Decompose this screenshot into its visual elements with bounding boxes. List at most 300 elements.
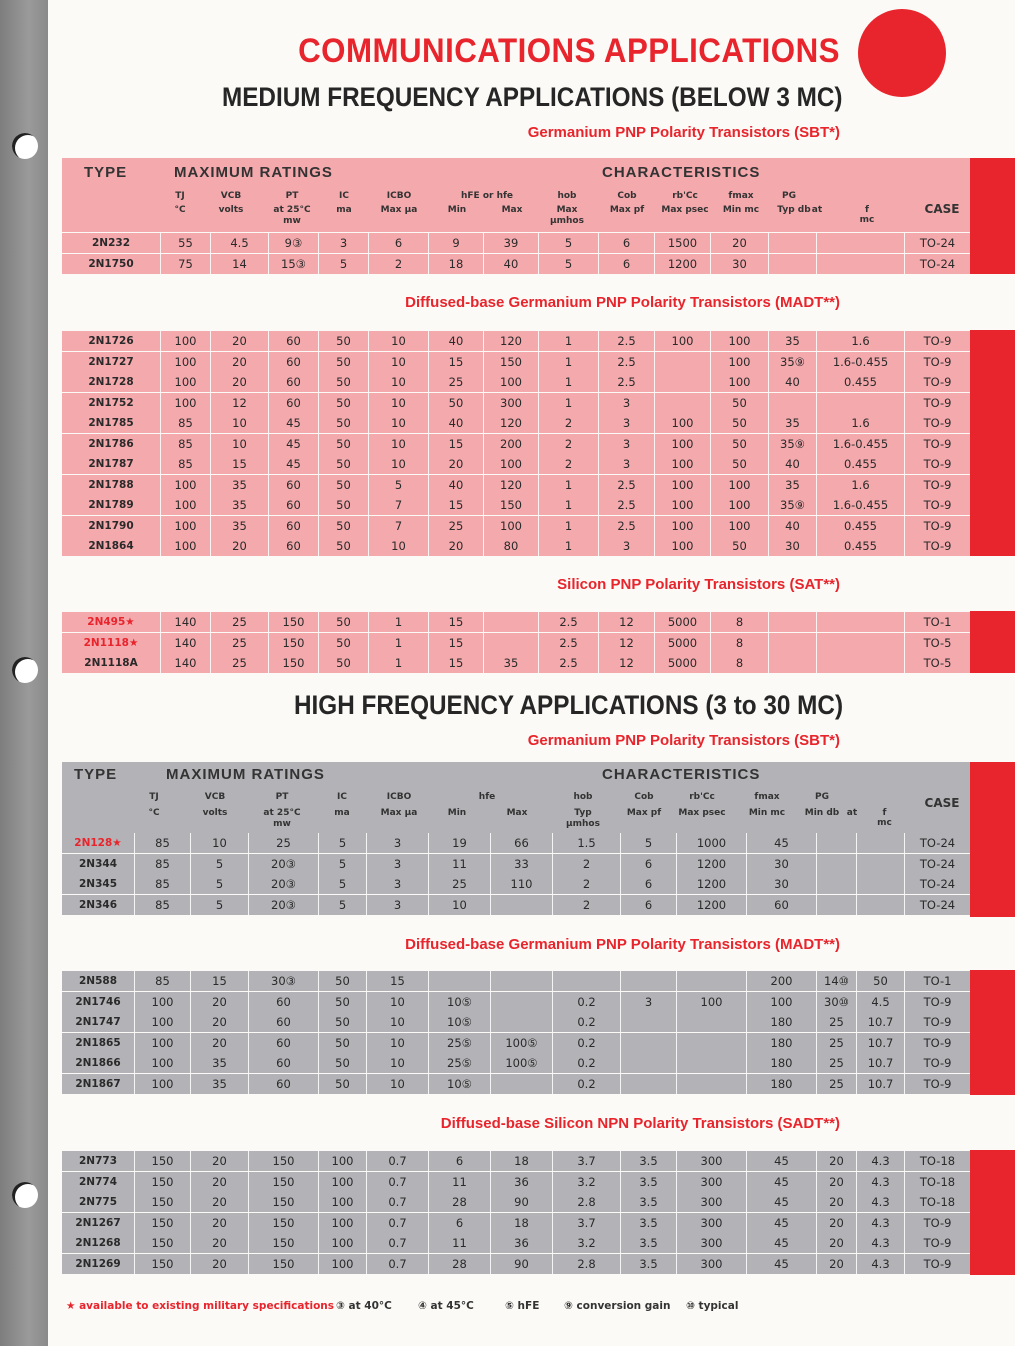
table-body: [62, 1151, 972, 1274]
table-cell: 40: [768, 454, 816, 474]
hdr-cob: Cob: [617, 191, 637, 201]
table-cell: 50: [856, 971, 904, 991]
table-cell: 3: [366, 874, 428, 894]
type-cell: 2N1118A: [84, 657, 138, 669]
hdr-fmax: fmax: [728, 191, 754, 201]
table-cell: 25: [210, 612, 268, 632]
table-cell: 25⑤: [428, 1033, 490, 1053]
table-row: [62, 233, 970, 254]
hdr-fmax-unit: Min mc: [722, 205, 760, 215]
table-cell: 1500: [654, 233, 710, 253]
table-cell: 0.455: [816, 536, 904, 556]
table-cell: 0.2: [552, 1033, 620, 1053]
table-cell: [676, 971, 746, 991]
table-cell: 10: [368, 536, 428, 556]
table-cell: 40: [483, 254, 538, 274]
table-cell: TO-9: [904, 1074, 970, 1094]
table-cell: 100: [654, 454, 710, 474]
hdr-case: CASE: [924, 796, 960, 810]
hdr-icbo: ICBO: [386, 191, 412, 201]
table-cell: TO-9: [904, 1233, 970, 1253]
hdr-rbcc: rb'Cc: [689, 792, 715, 802]
table-cell: 20: [210, 331, 268, 351]
table-cell: 100: [160, 372, 210, 392]
type-cell: 2N775: [78, 1196, 117, 1208]
type-cell: 2N1746: [75, 995, 121, 1008]
table-cell: 10: [366, 1053, 428, 1073]
table-cell: 10: [210, 413, 268, 433]
table-cell: [620, 1053, 676, 1073]
table-cell: 8: [710, 653, 768, 673]
table-cell: 150: [134, 1254, 190, 1274]
table-cell: 35⑨: [768, 495, 816, 515]
table-cell: TO-9: [904, 1053, 970, 1073]
table-cell: 60: [268, 516, 318, 536]
type-cell: 2N1750: [88, 257, 134, 270]
table-cell: [816, 895, 856, 915]
table-cell: 33: [490, 854, 552, 874]
table-cell: 20: [816, 1233, 856, 1253]
table-cell: 10: [366, 1033, 428, 1053]
table-cell: 6: [428, 1213, 490, 1233]
table-cell: 6: [598, 254, 654, 274]
table-cell: [620, 1074, 676, 1094]
table-cell: TO-9: [904, 413, 970, 433]
table-cell: 20: [190, 1172, 248, 1192]
table-cell: 36: [490, 1172, 552, 1192]
table-cell: 100: [134, 1012, 190, 1032]
table-cell: TO-24: [904, 874, 970, 894]
table-cell: 50: [318, 495, 368, 515]
table-cell: 9: [428, 233, 483, 253]
table-cell: 36: [490, 1233, 552, 1253]
table-cell: 60: [746, 895, 816, 915]
table-row: [62, 331, 970, 352]
table-cell: 14: [210, 254, 268, 274]
table-cell: 2.5: [598, 495, 654, 515]
table-cell: 25: [816, 1053, 856, 1073]
type-cell: 2N1788: [88, 478, 134, 491]
hdr-vcb: VCB: [204, 792, 226, 802]
table-cell: 5: [538, 254, 598, 274]
table-cell: 100⑤: [490, 1053, 552, 1073]
table-cell: 1: [538, 475, 598, 495]
table-cell: 4.3: [856, 1172, 904, 1192]
table-row: [62, 495, 970, 516]
table-cell: 150: [248, 1233, 318, 1253]
table-cell: 2.5: [598, 372, 654, 392]
table-cell: 50: [318, 331, 368, 351]
table-cell: 6: [620, 895, 676, 915]
table-cell: 45: [268, 413, 318, 433]
table-cell: 30: [768, 536, 816, 556]
table-cell: 4.3: [856, 1233, 904, 1253]
table-cell: [620, 1033, 676, 1053]
table-cell: 1: [368, 633, 428, 653]
table-cell: [768, 393, 816, 413]
table-cell: 50: [318, 1074, 366, 1094]
table-cell: 6: [368, 233, 428, 253]
table-cell: 100: [160, 475, 210, 495]
table-cell: 10: [368, 372, 428, 392]
hdr-hfe-min: Min: [447, 205, 467, 215]
page-title: COMMUNICATIONS APPLICATIONS: [298, 32, 840, 70]
table-cell: 20③: [248, 854, 318, 874]
table-cell: 60: [268, 495, 318, 515]
table-row: [62, 653, 970, 674]
table-cell: 6: [598, 233, 654, 253]
table-cell: 10: [368, 393, 428, 413]
table-cell: [768, 233, 816, 253]
table-cell: 100⑤: [490, 1033, 552, 1053]
table-row: [62, 1213, 970, 1234]
table-cell: 150: [248, 1192, 318, 1212]
table-cell: 39: [483, 233, 538, 253]
table-cell: 100: [710, 516, 768, 536]
table-cell: 75: [160, 254, 210, 274]
table-cell: 10.7: [856, 1033, 904, 1053]
hdr-ic-unit: ma: [334, 808, 350, 818]
table-cell: 15: [210, 454, 268, 474]
table-row: [62, 1172, 970, 1193]
table-cell: 0.2: [552, 1053, 620, 1073]
table-cell: 10.7: [856, 1074, 904, 1094]
table-cell: 20: [816, 1172, 856, 1192]
table-cell: 15: [428, 612, 483, 632]
table-cell: 85: [134, 833, 190, 853]
table-cell: 5: [318, 854, 366, 874]
table-cell: TO-9: [904, 516, 970, 536]
table-cell: 80: [483, 536, 538, 556]
hdr-vcb: VCB: [220, 191, 242, 201]
table-cell: 2: [552, 895, 620, 915]
table-cell: 100: [483, 454, 538, 474]
table-cell: 100: [483, 372, 538, 392]
hdr-pt-unit: at 25°C mw: [263, 808, 301, 829]
table-cell: 35⑨: [768, 352, 816, 372]
table-cell: 6: [620, 874, 676, 894]
type-cell: 2N128★: [74, 837, 122, 849]
table-cell: [654, 372, 710, 392]
hdr-at: at: [846, 808, 858, 818]
table-cell: 15: [428, 352, 483, 372]
table-cell: 12: [598, 653, 654, 673]
table-cell: 10: [366, 992, 428, 1012]
table-cell: [483, 612, 538, 632]
table-cell: 18: [428, 254, 483, 274]
table-body: [62, 233, 972, 274]
subhead: Germanium PNP Polarity Transistors (SBT*): [527, 732, 840, 749]
table-cell: 35: [210, 495, 268, 515]
table-cell: TO-9: [904, 454, 970, 474]
table-cell: 100: [318, 1192, 366, 1212]
table-cell: 0.455: [816, 454, 904, 474]
table-cell: 0.7: [366, 1254, 428, 1274]
table-cell: 35: [190, 1074, 248, 1094]
table-cell: 110: [490, 874, 552, 894]
type-cell: 2N1118★: [83, 636, 139, 649]
header-characteristics: CHARACTERISTICS: [602, 766, 761, 783]
table-cell: 45: [746, 1254, 816, 1274]
table-cell: [816, 233, 904, 253]
table-row: [62, 1254, 970, 1275]
table-cell: 1.6: [816, 475, 904, 495]
section-heading-high: HIGH FREQUENCY APPLICATIONS (3 to 30 MC): [293, 690, 843, 720]
table-cell: 5: [190, 874, 248, 894]
table-cell: TO-24: [904, 233, 970, 253]
table-cell: 15③: [268, 254, 318, 274]
hdr-tj: TJ: [175, 191, 185, 201]
table-cell: 150: [134, 1233, 190, 1253]
table-cell: 19: [428, 833, 490, 853]
table-cell: 5000: [654, 653, 710, 673]
table-cell: 85: [134, 895, 190, 915]
table-cell: 1.6: [816, 331, 904, 351]
table-cell: 20: [816, 1213, 856, 1233]
side-band: [970, 762, 1015, 917]
table-cell: 3: [366, 833, 428, 853]
table-cell: 40: [428, 475, 483, 495]
table-cell: 5: [318, 254, 368, 274]
table-cell: 12: [210, 393, 268, 413]
table-cell: 0.2: [552, 1074, 620, 1094]
table-cell: 85: [160, 434, 210, 454]
table-cell: 50: [710, 413, 768, 433]
table-cell: 100: [134, 992, 190, 1012]
table-cell: 0.2: [552, 1012, 620, 1032]
table-cell: [816, 393, 904, 413]
table-cell: 150: [268, 653, 318, 673]
table-cell: 100: [160, 536, 210, 556]
table-row: [62, 971, 970, 992]
table-cell: 100: [318, 1172, 366, 1192]
table-row: [62, 1074, 970, 1095]
table-cell: 140: [160, 633, 210, 653]
table-cell: 2: [538, 413, 598, 433]
table-cell: 90: [490, 1254, 552, 1274]
table-cell: 200: [483, 434, 538, 454]
table-cell: 1200: [654, 254, 710, 274]
table-cell: 1: [538, 352, 598, 372]
table-cell: 60: [268, 352, 318, 372]
header-type: TYPE: [84, 164, 128, 181]
table-cell: 140: [160, 653, 210, 673]
table-cell: 18: [490, 1213, 552, 1233]
table-row: [62, 612, 970, 633]
table-cell: 35: [768, 413, 816, 433]
table-cell: 100: [710, 475, 768, 495]
punch-hole: [12, 657, 38, 683]
punch-hole: [12, 1182, 38, 1208]
table-cell: 25: [428, 874, 490, 894]
table-cell: 30: [746, 854, 816, 874]
table-cell: 150: [134, 1192, 190, 1212]
red-dot-decoration: [858, 9, 946, 97]
table-cell: [676, 1033, 746, 1053]
hdr-hfe-max: Max: [501, 205, 523, 215]
hdr-pg: PG: [782, 191, 796, 201]
table-cell: 10: [190, 833, 248, 853]
table-cell: 300: [676, 1151, 746, 1171]
table-cell: 140: [160, 612, 210, 632]
hdr-hob-unit: Max μmhos: [550, 205, 584, 226]
table-cell: 3: [318, 233, 368, 253]
hdr-cob-unit: Max pf: [609, 205, 645, 215]
table-row: [62, 1233, 970, 1254]
hdr-at: at: [811, 205, 823, 215]
table-cell: TO-9: [904, 992, 970, 1012]
table-cell: 3: [598, 536, 654, 556]
hdr-icbo: ICBO: [386, 792, 412, 802]
table-cell: TO-9: [904, 352, 970, 372]
table-cell: 8: [710, 633, 768, 653]
table-cell: 180: [746, 1033, 816, 1053]
hdr-hob-unit: Typ μmhos: [566, 808, 600, 829]
table-cell: 10: [368, 331, 428, 351]
table-cell: 15: [428, 633, 483, 653]
table-cell: 15: [428, 495, 483, 515]
table-cell: 85: [134, 971, 190, 991]
hdr-hfe-min: Min: [447, 808, 467, 818]
hdr-vcb-unit: volts: [218, 205, 244, 215]
footnote-40c: ③ at 40°C: [336, 1300, 392, 1312]
table-cell: 60: [248, 1074, 318, 1094]
table-cell: 50: [710, 536, 768, 556]
header-max-ratings: MAXIMUM RATINGS: [174, 164, 333, 181]
table-cell: [483, 633, 538, 653]
table-cell: 28: [428, 1192, 490, 1212]
hdr-icbo-unit: Max μa: [380, 205, 418, 215]
type-cell: 2N345: [78, 878, 117, 890]
table-cell: 60: [248, 1033, 318, 1053]
table-cell: 300: [676, 1254, 746, 1274]
table-cell: 150: [248, 1151, 318, 1171]
table-cell: 15: [190, 971, 248, 991]
hdr-cob-unit: Max pf: [626, 808, 662, 818]
table-cell: 5: [190, 895, 248, 915]
table-cell: 3.5: [620, 1151, 676, 1171]
table-cell: 40: [428, 331, 483, 351]
table-cell: 35⑨: [768, 434, 816, 454]
table-cell: 100: [134, 1074, 190, 1094]
table-cell: 2.5: [598, 475, 654, 495]
table-cell: 45: [746, 833, 816, 853]
type-cell: 2N495★: [87, 616, 135, 628]
table-cell: 30: [746, 874, 816, 894]
hdr-hob: hob: [573, 792, 593, 802]
type-cell: 2N1752: [88, 396, 134, 409]
table-row: [62, 1053, 970, 1074]
table-cell: 20: [816, 1254, 856, 1274]
table-row: [62, 633, 970, 654]
table-cell: 20: [190, 1233, 248, 1253]
hdr-f-unit: mc: [877, 818, 892, 828]
hdr-icbo-unit: Max μa: [380, 808, 418, 818]
table-cell: 50: [428, 393, 483, 413]
table-cell: TO-9: [904, 1012, 970, 1032]
table-cell: [816, 833, 856, 853]
table-cell: 3.5: [620, 1192, 676, 1212]
header-characteristics: CHARACTERISTICS: [602, 164, 761, 181]
table-cell: 1: [538, 516, 598, 536]
table-cell: 10.7: [856, 1012, 904, 1032]
table-cell: 50: [318, 434, 368, 454]
table-cell: 15: [366, 971, 428, 991]
table-cell: 6: [428, 1151, 490, 1171]
footnote-military: ★ available to existing military specifications: [66, 1300, 335, 1312]
table-cell: 150: [268, 633, 318, 653]
hdr-tj-unit: °C: [148, 808, 160, 818]
table-cell: 40: [768, 516, 816, 536]
table-cell: [490, 971, 552, 991]
table-cell: 50: [318, 1033, 366, 1053]
table-cell: 60: [268, 331, 318, 351]
table-cell: TO-9: [904, 1213, 970, 1233]
table-cell: [654, 393, 710, 413]
footnote-hfe: ⑤ hFE: [505, 1300, 540, 1312]
table-cell: 50: [318, 536, 368, 556]
table-cell: 2.8: [552, 1192, 620, 1212]
table-cell: 20: [710, 233, 768, 253]
hdr-f: f: [882, 808, 887, 818]
table-cell: 11: [428, 1233, 490, 1253]
table-cell: 300: [676, 1233, 746, 1253]
table-cell: 100: [654, 434, 710, 454]
table-cell: 0.7: [366, 1213, 428, 1233]
table-cell: 3.2: [552, 1172, 620, 1192]
table-cell: 2.5: [538, 633, 598, 653]
table-cell: 180: [746, 1053, 816, 1073]
table-cell: TO-18: [904, 1172, 970, 1192]
table-cell: 1: [368, 612, 428, 632]
table-cell: 45: [746, 1233, 816, 1253]
table-cell: 20: [428, 536, 483, 556]
table-cell: [620, 1012, 676, 1032]
table-cell: 20: [190, 1213, 248, 1233]
table-cell: 1: [368, 653, 428, 673]
table-row: [62, 1033, 970, 1054]
table-cell: 40: [768, 372, 816, 392]
table-cell: 1: [538, 495, 598, 515]
table-cell: TO-5: [904, 653, 970, 673]
table-row: [62, 833, 970, 854]
table-cell: 2: [538, 434, 598, 454]
table-cell: 5: [368, 475, 428, 495]
table-cell: 100: [710, 372, 768, 392]
table-cell: 18: [490, 1151, 552, 1171]
table-row: [62, 854, 970, 875]
table-cell: 3: [598, 454, 654, 474]
table-cell: 10⑤: [428, 1012, 490, 1032]
table-cell: 150: [134, 1151, 190, 1171]
hdr-pt: PT: [285, 191, 299, 201]
table-cell: 100: [160, 393, 210, 413]
hdr-hfe: hFE or hfe: [460, 191, 514, 201]
table-cell: 35: [483, 653, 538, 673]
table-cell: 100: [134, 1053, 190, 1073]
table-cell: 35: [190, 1053, 248, 1073]
table-cell: 7: [368, 495, 428, 515]
table-cell: 20: [210, 536, 268, 556]
hdr-ic-unit: ma: [336, 205, 352, 215]
table-cell: 1000: [676, 833, 746, 853]
table-cell: 85: [160, 454, 210, 474]
table-cell: 10: [366, 1074, 428, 1094]
table-cell: 30⑩: [816, 992, 856, 1012]
table-cell: 50: [318, 372, 368, 392]
table-cell: [490, 1012, 552, 1032]
table-cell: [816, 854, 856, 874]
